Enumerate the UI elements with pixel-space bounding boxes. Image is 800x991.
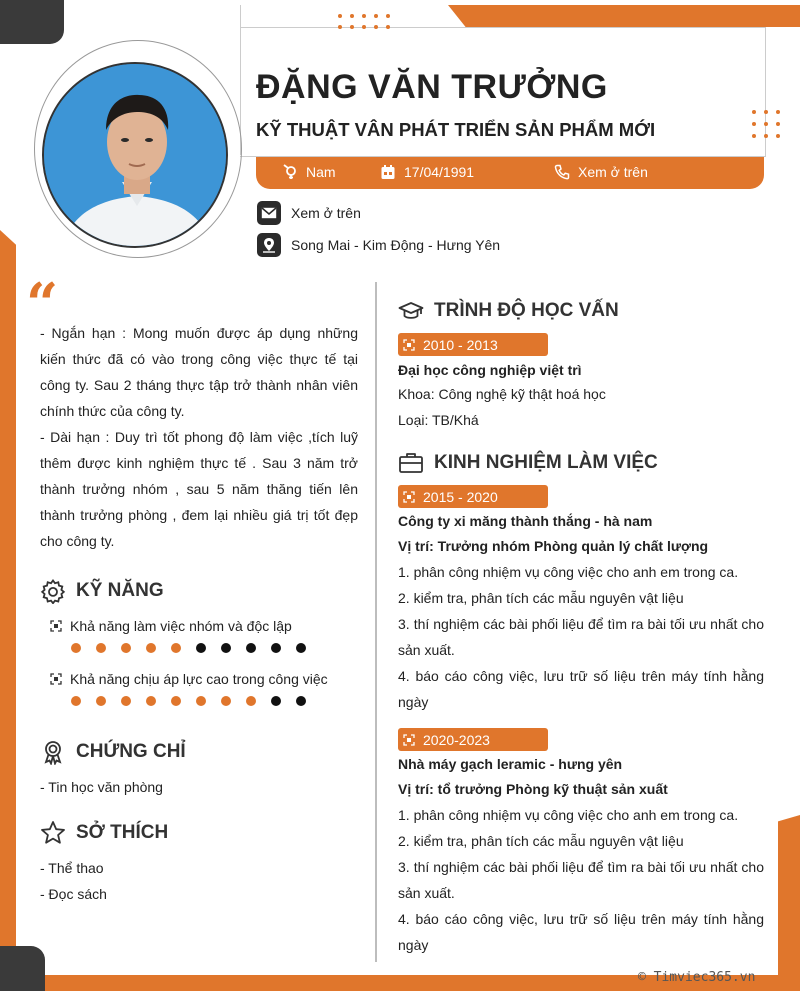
rating-dot-empty [221,643,231,653]
job-task: 4. báo cáo công việc, lưu trữ số liệu trên máy tính hằng ngày [398,911,764,953]
rating-dot-filled [71,643,81,653]
gear-icon [40,578,66,604]
skill-rating-2 [71,696,306,706]
rating-dot-empty [271,643,281,653]
rating-dot-filled [146,696,156,706]
job-company: Nhà máy gạch leramic - hưng yên [398,756,623,772]
skills-title-text: KỸ NĂNG [76,580,164,601]
skill-rating-1 [71,643,306,653]
header-accent-bar [448,5,800,27]
left-accent-stripe [0,230,16,970]
phone-icon [554,164,570,180]
calendar-icon [380,164,396,180]
map-pin-icon [257,233,281,257]
rating-dot-filled [71,696,81,706]
job-position: Vị trí: Trưởng nhóm Phòng quản lý chất lượng [398,538,709,554]
education-title-text: TRÌNH ĐỘ HỌC VẤN [434,300,619,321]
job-task: 3. thí nghiệm các bài phối liệu để tìm ra bài tối ưu nhất cho sản xuất. [398,616,764,658]
job-period-text: 2015 - 2020 [423,488,498,505]
career-objective [40,320,358,554]
certificate-item: - Tin học văn phòng [40,779,163,795]
rating-dot-empty [271,696,281,706]
email-row [257,201,361,225]
address-value: Song Mai - Kim Động - Hưng Yên [291,237,501,253]
birthday-item [380,164,474,180]
award-icon [40,739,66,765]
gender-icon [282,164,298,180]
hobby-item: - Đọc sách [40,886,107,902]
job-company: Công ty xi măng thành thắng - hà nam [398,513,653,529]
skill-label: Khả năng chịu áp lực cao trong công việc [70,671,328,687]
skill-bullet-icon [50,620,62,632]
right-accent-stripe [778,815,800,975]
rating-dot-filled [96,696,106,706]
education-grade: Loại: TB/Khá [398,412,479,428]
date-bullet-icon [403,491,415,503]
candidate-name: ĐẶNG VĂN TRƯỞNG [256,68,608,106]
job-period [398,728,548,751]
email-value: Xem ở trên [291,205,361,221]
objective-short-term: - Ngắn hạn : Mong muốn được áp dụng những kiến thức đã có vào trong công việc thực tế tại công ty. Sau 2 tháng thực tập trở thành nhân viên chính thức của công ty. [40,325,358,419]
portrait-photo [44,64,228,248]
education-section-title [398,298,619,324]
hobbies-title-text: SỞ THÍCH [76,822,169,843]
skills-section-title [40,578,164,604]
skill-label: Khả năng làm việc nhóm và độc lập [70,618,292,634]
rating-dot-filled [196,696,206,706]
job-task: 3. thí nghiệm các bài phối liệu để tìm ra bài tối ưu nhất cho sản xuất. [398,859,764,901]
rating-dot-filled [146,643,156,653]
gender-item [282,164,336,180]
job-task: 1. phân công nhiệm vụ công việc cho anh em trong ca. [398,564,739,580]
phone-item [554,164,648,180]
job-period-text: 2020-2023 [423,731,490,748]
education-faculty: Khoa: Công nghệ kỹ thật hoá học [398,386,606,402]
personal-info-bar [256,157,764,189]
quote-icon: “ [26,271,59,337]
rating-dot-empty [196,643,206,653]
job-position: Vị trí: tổ trưởng Phòng kỹ thuật sản xuất [398,781,668,797]
rating-dot-filled [171,696,181,706]
education-school: Đại học công nghiệp việt trì [398,362,582,378]
job-task: 2. kiểm tra, phân tích các mẫu nguyên vật liệu [398,590,684,606]
address-row [257,233,500,257]
skill-bullet-icon [50,673,62,685]
watermark: © Timviec365.vn [638,970,756,985]
rating-dot-filled [221,696,231,706]
certificates-section-title [40,739,186,765]
column-divider [375,282,377,962]
rating-dot-filled [171,643,181,653]
birthday-value: 17/04/1991 [404,164,475,180]
rating-dot-empty [296,696,306,706]
skill-item-1 [50,618,292,634]
dots-decoration-top [338,14,390,29]
corner-decoration-bottom-left [0,946,45,991]
envelope-icon [257,201,281,225]
rating-dot-filled [121,643,131,653]
education-period [398,333,548,356]
job-title: KỸ THUẬT VÂN PHÁT TRIỂN SẢN PHẨM MỚI [256,119,656,140]
experience-section-title [398,450,658,476]
corner-decoration-top-left [0,0,64,44]
rating-dot-empty [246,643,256,653]
rating-dot-empty [296,643,306,653]
job-period [398,485,548,508]
rating-dot-filled [246,696,256,706]
briefcase-icon [398,450,424,476]
star-icon [40,820,66,846]
hobby-item: - Thể thao [40,860,104,876]
rating-dot-filled [96,643,106,653]
skill-item-2 [50,671,328,687]
hobbies-section-title [40,820,168,846]
experience-title-text: KINH NGHIỆM LÀM VIỆC [434,452,658,473]
job-task: 4. báo cáo công việc, lưu trữ số liệu trên máy tính hằng ngày [398,668,764,710]
certificates-title-text: CHỨNG CHỈ [76,741,186,762]
gender-value: Nam [306,164,336,180]
job-task: 1. phân công nhiệm vụ công việc cho anh em trong ca. [398,807,739,823]
date-bullet-icon [403,339,415,351]
objective-long-term: - Dài hạn : Duy trì tốt phong độ làm việc ,tích luỹ thêm được kinh nghiệm thực tế . Sau 3 năm trở thành trưởng nhóm , sau 5 năm thăng tiến lên thành trưởng phòng , đem lại nhiều giá trị tốt đẹp cho công ty. [40,429,358,549]
dots-decoration-right [752,110,780,138]
job-task: 2. kiểm tra, phân tích các mẫu nguyên vật liệu [398,833,684,849]
education-period-text: 2010 - 2013 [423,336,498,353]
graduation-cap-icon [398,298,424,324]
rating-dot-filled [121,696,131,706]
phone-value: Xem ở trên [578,164,648,180]
date-bullet-icon [403,734,415,746]
avatar [42,62,228,248]
